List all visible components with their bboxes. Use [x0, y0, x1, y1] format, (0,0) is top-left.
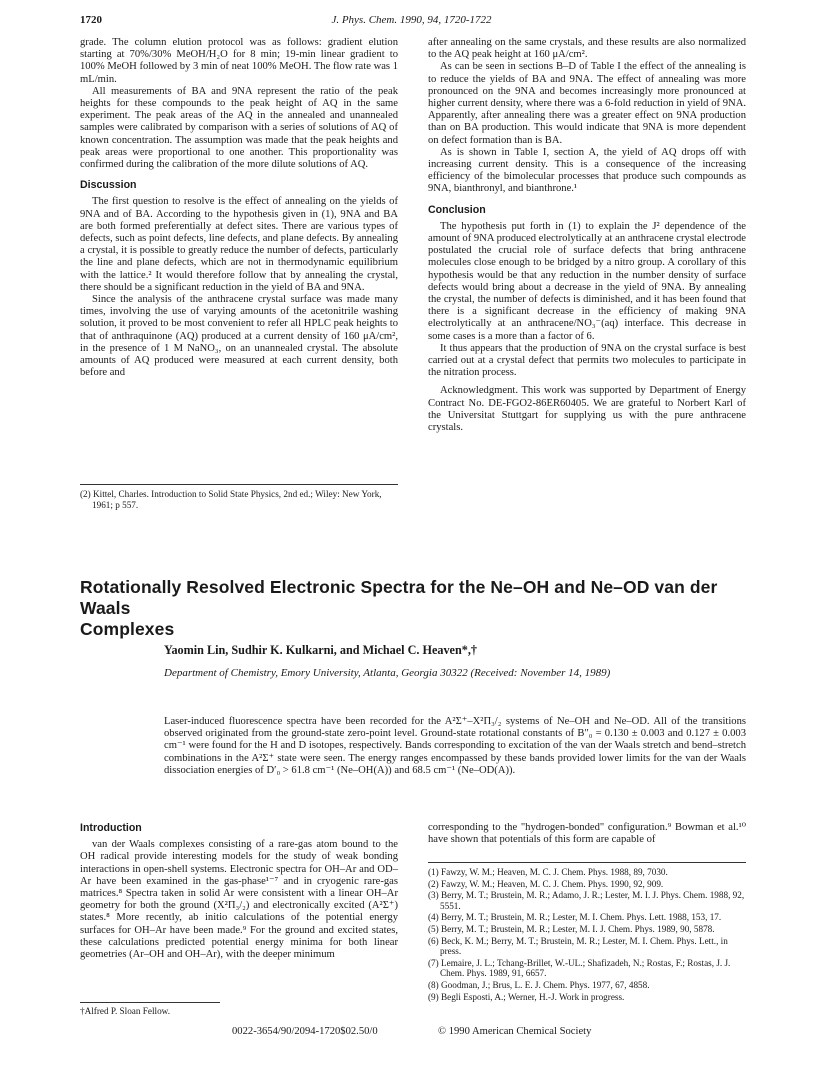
reference-item: (3) Berry, M. T.; Brustein, M. R.; Adamo, J. R.; Lester, M. I. J. Phys. Chem. 1988, 92, 5551.: [428, 890, 745, 911]
paragraph: van der Waals complexes consisting of a rare-gas atom bound to the OH radical provide interesting models for the study of weak bonding interactions in open-shell systems. Electronic spectra for OH–Ar and OD–Ar have been examined in the gas-phase¹⁻⁷ and in cryogenic rare-gas matrices.⁸ Spectra taken in solid Ar were consistent with a linear OH–Ar geometry for both the ground (X²Π₃/₂) and electronically excited (A²Σ⁺) states.⁸ More recently, ab initio calculations of the potential energy surfaces for OH–Ar have been made.⁹ For the ground and excited states, these calculations predicted potential energy minima for both linear geometries (Ar–OH and OH–Ar), with the deeper minimum: [80, 839, 398, 961]
article-title: [80, 577, 760, 640]
acknowledgment: Acknowledgment. This work was supported by Department of Energy Contract No. DE-FGO2-86ER60405. We are grateful to Norbert Karl of the Universitat Stuttgart for supplying us with the pure anthracene crystals.: [428, 385, 746, 434]
references-rule: [428, 862, 746, 863]
paragraph: after annealing on the same crystals, and these results are also normalized to the AQ peak height at 160 μA/cm².: [428, 37, 746, 61]
running-header: J. Phys. Chem. 1990, 94, 1720-1722: [331, 14, 492, 26]
paragraph: Since the analysis of the anthracene crystal surface was made many times, involving the use of varying amounts of the acetonitrile washing solution, it proved to be most convenient to refer all HPLC peak heights to that of anthraquinone (AQ) produced at a current density of 160 μA/cm², in the presence of 1 M NaNO₃, on an unannealed crystal. The absolute amounts of AQ produced were measured at each current density, both before and: [80, 294, 398, 379]
footnote-text: (2) Kittel, Charles. Introduction to Solid State Physics, 2nd ed.; Wiley: New York, 1961; p 557.: [80, 489, 382, 510]
page-number: 1720: [80, 14, 102, 26]
reference-item: (9) Begli Esposti, A.; Werner, H.-J. Work in progress.: [428, 991, 625, 1002]
footnote-rule: [80, 484, 398, 485]
paragraph: All measurements of BA and 9NA represent the ratio of the peak heights for these compounds to the peak height of AQ in the same experiment. The peak areas of the AQ in the annealed and unannealed samples were calibrated by comparison with a series of solutions of AQ of known concentration. The assumption was made that the peak heights and peak areas were proportional to one another. This proportionality was confirmed during the calibration of the more dilute solutions of AQ.: [80, 85, 398, 171]
reference-item: (1) Fawzy, W. M.; Heaven, M. C. J. Chem. Phys. 1988, 89, 7030.: [428, 867, 668, 877]
footnote-left: [80, 489, 398, 511]
paragraph: As is shown in Table I, section A, the yield of AQ drops off with increasing current density. This is a consequence of the increasing efficiency of the bimolecular processes that produce such compounds as 9NA, bianthronyl, and bianthrone.¹: [428, 146, 746, 195]
authors: Yaomin Lin, Sudhir K. Kulkarni, and Michael C. Heaven*,†: [164, 643, 477, 657]
footnote-dagger: †Alfred P. Sloan Fellow.: [80, 1006, 170, 1016]
right-column-bottom: [428, 822, 746, 846]
reference-item: (8) Goodman, J.; Brus, L. E. J. Chem. Phys. 1977, 67, 4858.: [428, 979, 650, 990]
footnote-rule: [80, 1002, 220, 1003]
paragraph: The hypothesis put forth in (1) to explain the J² dependence of the amount of 9NA produced electrolytically at an anthracene crystal electrode postulated the crucial role of surface defects that bring anthracene molecules close enough to be bridged by a nitro group. A corollary of this hypothesis would be that any reduction in the number density of surface defects would bring about a decrease in the yield of 9NA. By annealing the crystal, the number of defects is diminished, and it has been found that there is a significant decrease in the efficiency of making 9NA electrolytically at an anthracene/NO₃⁻(aq) interface. This decrease in some cases is a more than a factor of 6.: [428, 220, 746, 342]
reference-item: (7) Lemaire, J. L.; Tchang-Brillet, W.-UL.; Shafizadeh, N.; Rostas, F.; Rostas, J. J. Chem. Phys. 1989, 91, 6657.: [428, 957, 731, 979]
paragraph: grade. The column elution protocol was as follows: gradient elution starting at 70%/30% MeOH/H₂O for 8 min; 19-min linear gradient to 100% MeOH followed by 3 min of neat 100% MeOH. The flow rate was 1 mL/min.: [80, 37, 398, 85]
abstract: Laser-induced fluorescence spectra have been recorded for the A²Σ⁺–X²Π₃/₂ systems of Ne–OH and Ne–OD. All of the transitions observed originated from the ground-state zero-point level. Ground-state rotational constants of B″₀ = 0.130 ± 0.003 and 0.127 ± 0.003 cm⁻¹ were found for the H and D isotopes, respectively. Bands corresponding to excitation of the van der Waals stretch and bend–stretch combinations in the A²Σ⁺ state were seen. The energy ranges encompassed by these bands provided lower limits for the van der Waals dissociation energies of D′₀ > 61.8 cm⁻¹ (Ne–OH(A)) and 68.5 cm⁻¹ (Ne–OD(A)).: [164, 716, 746, 776]
paragraph: The first question to resolve is the effect of annealing on the yields of 9NA and of BA. According to the hypothesis given in (1), 9NA and BA are both formed preferentially at defect sites. There are various types of defects, such as point defects, line defects, and plane defects. By annealing a crystal, it is possible to greatly reduce the number of defects, particularly the line and plane defects, which are not in thermodynamic equilibrium with the lattice.² It would therefore follow that by annealing the crystal, there should be a significant reduction in the yield of BA and 9NA.: [80, 196, 398, 293]
right-column-top: [428, 37, 746, 434]
journal-code: 0022-3654/90/2094-1720$02.50/0: [232, 1026, 378, 1037]
reference-item: (4) Berry, M. T.; Brustein, M. R.; Lester, M. I. Chem. Phys. Lett. 1988, 153, 17.: [428, 912, 722, 923]
reference-list: [428, 867, 746, 1003]
title-line-1: Rotationally Resolved Electronic Spectra for the Ne–OH and Ne–OD van der Waals: [80, 577, 718, 618]
left-column-bottom: [80, 822, 398, 961]
introduction-heading: Introduction: [80, 822, 142, 834]
reference-item: (2) Fawzy, W. M.; Heaven, M. C. J. Chem. Phys. 1990, 92, 909.: [428, 878, 664, 889]
left-column-top: [80, 37, 398, 379]
paragraph: It thus appears that the production of 9NA on the crystal surface is best carried out at a crystal defect that permits two molecules to participate in the nitration process.: [428, 342, 746, 379]
title-line-2: Complexes: [80, 619, 175, 639]
paragraph: As can be seen in sections B–D of Table I the effect of the annealing is to reduce the yields of BA and 9NA. The effect of annealing was more pronounced on the 9NA and becomes increasingly more pronounced at higher current density, where there was a 6-fold reduction in yield of 9NA. Apparently, after annealing there was a greater effect on 9NA production than on BA production. This would indicate that 9NA is more dependent on defect formation than is BA.: [428, 61, 746, 146]
copyright: © 1990 American Chemical Society: [438, 1026, 592, 1037]
reference-item: (5) Berry, M. T.; Brustein, M. R.; Lester, M. I. J. Chem. Phys. 1989, 90, 5878.: [428, 923, 715, 934]
reference-item: (6) Beck, K. M.; Berry, M. T.; Brustein, M. R.; Lester, M. I. Chem. Phys. Lett., in press.: [428, 935, 728, 957]
paragraph: corresponding to the "hydrogen-bonded" configuration.⁹ Bowman et al.¹⁰ have shown that potentials of this form are capable of: [428, 822, 746, 846]
discussion-heading: Discussion: [80, 179, 137, 192]
affiliation: Department of Chemistry, Emory University, Atlanta, Georgia 30322 (Received: November 14, 1989): [164, 667, 611, 679]
conclusion-heading: Conclusion: [428, 203, 486, 216]
